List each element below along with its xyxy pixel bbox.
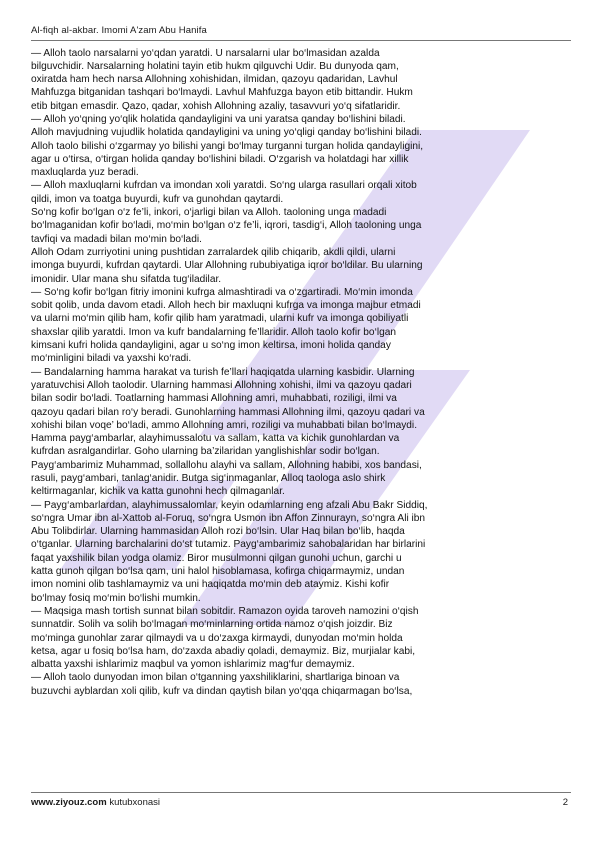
body-line: agar u o‘tirsa, o‘tirgan holida qanday bo‘lishini biladi. O‘zgarish va holatdagi har xillik — [31, 153, 409, 165]
footer-divider — [31, 792, 571, 793]
body-line: rasuli, payg‘ambari, tanlag‘anidir. Butga sig‘inmaganlar, Alloq taologa aslo shirk — [31, 473, 386, 484]
body-line: Hamma payg‘ambarlar, alayhimussalotu va sallam, katta va kichik gunohlardan va — [31, 433, 400, 445]
body-line: kufrdan asralgandirlar. Goho ularning ba’zilaridan yanglishishlar sodir bo‘lgan. — [31, 446, 380, 458]
body-line: mo‘minligini biladi va yaxshi ko‘radi. — [31, 353, 192, 365]
body-line: mo‘minga gunohlar zarar qilmaydi va u do‘zaxga kirmaydi, dunyodan mo‘min holda — [31, 632, 403, 644]
body-line: — Alloh taolo narsalarni yo‘qdan yaratdi. U narsalarni ular bo‘lmasidan azalda — [31, 47, 380, 59]
document-body — [31, 47, 571, 699]
body-line: tavfiqi va madadi bilan mo‘min bo‘ladi. — [31, 233, 202, 245]
body-line: — Bandalarning hamma harakat va turish fe’llari haqiqatda ularning kasbidir. Ularning — [31, 366, 415, 378]
body-line: etib bitgan emasdir. Qazo, qadar, xohish Allohning azaliy, tasavvuri yo‘q sifatlaridir. — [31, 100, 401, 112]
body-line: Abu Tolibdirlar. Ularning hammasidan Alloh rozi bo‘lsin. Ular Haq bilan bo‘lib, haqda — [31, 526, 405, 538]
footer-source — [31, 797, 571, 808]
running-header: Al-fiqh al-akbar. Imomi A'zam Abu Hanifa — [31, 25, 207, 36]
body-line: bilguvchidir. Narsalarning holatini tayin etib hukm qilguvchi Udir. Bu dunyoda qam, — [31, 60, 399, 72]
body-line: Alloh mavjudning vujudlik holatida qandayligini va uning yo‘qligi qanday bo‘lishini biladi. — [31, 127, 422, 139]
body-line: shaxslar qilib yaratdi. Imon va kufr bandalarning fe’llaridir. Alloh taolo kofir bo‘lgan — [31, 326, 397, 338]
body-line: — So‘ng kofir bo‘lgan fitriy imonini kufrga almashtiradi va o‘zgartiradi. Mo‘min imonda — [31, 286, 413, 298]
body-line: sunnatdir. Solih va solih bo‘lmagan mo‘minlarning ortida namoz o‘qish joizdir. Biz — [31, 619, 393, 631]
body-line: ketsa, agar u fosiq bo‘lsa ham, do‘zaxda abadiy qoladi, demaymiz. Biz, murjialar kabi, — [31, 645, 416, 657]
body-line: faqat yaxshilik bilan yodga olamiz. Biror musulmonni qilgan gunohi uchun, garchi u — [31, 552, 402, 564]
body-line: So‘ng kofir bo‘lgan o‘z fe’li, inkori, o‘jarligi bilan va Alloh. taoloning unga madadi — [31, 207, 387, 219]
body-line: buzuvchi ayblardan xoli qilib, kufr va dindan qaytish bilan yo‘qqa chiqarmagan bo‘lsa, — [31, 685, 413, 697]
footer-site-link[interactable]: www.ziyouz.com — [31, 797, 107, 808]
body-line: — Maqsiga mash tortish sunnat bilan sobitdir. Ramazon oyida taroveh namozini o‘qish — [31, 605, 419, 617]
body-line: bo‘lmaganidan kofir bo‘ladi, mo‘min bo‘lgan o‘z fe’li, iqrori, tasdig‘i, Alloh taoloning unga — [31, 220, 422, 232]
body-line: Payg‘ambarimiz Muhammad, sollallohu alayhi va sallam, Allohning habibi, xos bandasi, — [31, 459, 422, 471]
body-line: katta gunoh qilgan bo‘lsa qam, uni halol hisoblamasa, kofirga chiqarmaymiz, undan — [31, 566, 405, 578]
body-line: — Alloh maxluqlarni kufrdan va imondan xoli yaratdi. So‘ng ularga rasullari orqali xitob — [31, 180, 417, 192]
body-line: va ularni mo‘min qilib ham, kofir qilib ham yaratmadi, ularni kufr va imonga qobiliyatli — [31, 313, 409, 325]
body-line: imon nomini olib tashlamaymiz va uni haqiqatda mo‘min deb ataymiz. Kishi kofir — [31, 579, 390, 591]
body-line: oxiratda ham hech narsa Allohning xohishidan, ilmidan, qazoyu qadaridan, Lavhul — [31, 74, 398, 86]
body-line: qazoyu qadari bilan ro‘y beradi. Gunohlarning hammasi Allohning ilmi, qazoyu qadari va — [31, 406, 425, 418]
footer-site-label: kutubxonasi — [109, 797, 161, 808]
body-line: albatta yaxshi ishlarimiz maqbul va yomon ishlarimiz mag‘fur demaymiz. — [31, 659, 355, 671]
body-line: — Alloh yo‘qning yo‘qlik holatida qandayligini va uni yaratsa qanday bo‘lishini biladi. — [31, 113, 406, 125]
body-line: yaratuvchisi Alloh taolodir. Ularning hammasi Allohning xohishi, ilmi va qazoyu qadari — [31, 379, 412, 391]
body-line: Mahfuzga bitganidan tashqari bo‘lmaydi. Lavhul Mahfuzga bayon etib bittandir. Hukm — [31, 87, 413, 99]
body-line: — Alloh taolo dunyodan imon bilan o‘tganning yaxshiliklarini, shartlariga binoan va — [31, 672, 400, 684]
body-line: keltirmaganlar, kichik va katta gunohni hech qilmaganlar. — [31, 486, 285, 498]
page-number: 2 — [562, 797, 568, 808]
body-line: sobit qolib, unda davom etadi. Alloh hech bir maxluqni kufrga va imonga majbur etmadi — [31, 300, 421, 312]
body-line: xohishi bilan voqe’ bo‘ladi, ammo Allohning amri, roziligi va muhabbati bilan bo‘lmaydi. — [31, 419, 418, 431]
body-line: kimsani kufri holida qandayligini, agar u so‘ng imon keltirsa, imoni holida qanday — [31, 340, 391, 352]
body-line: bo‘lmay fosiq mo‘min bo‘lishi mumkin. — [31, 592, 201, 604]
body-line: o‘tganlar. Ularning barchalarini do‘st tutamiz. Payg‘ambarimiz sahobalaridan har birlarini — [31, 539, 426, 551]
body-line: imonga buyurdi, kufrdan qaytardi. Ular Allohning rububiyatiga iqror bo‘ldilar. Bu ularning — [31, 260, 423, 272]
body-line: qildi, imon va toatga buyurdi, kufr va gunohdan qaytardi. — [31, 193, 284, 205]
body-line: so‘ngra Umar ibn al-Xattob al-Foruq, so‘ngra Usmon ibn Affon Zinnurayn, so‘ngra Ali ibn — [31, 512, 426, 524]
header-divider — [31, 40, 571, 41]
body-line: — Payg‘ambarlardan, alayhimussalomlar, keyin odamlarning eng afzali Abu Bakr Siddiq, — [31, 499, 428, 511]
body-line: maxluqlarda yuz beradi. — [31, 167, 139, 179]
body-line: imonidir. Ular mana shu sifatda tug‘iladilar. — [31, 273, 222, 285]
body-line: Alloh Odam zurriyotini uning pushtidan zarralardek qilib chiqarib, akdli qildi, ularni — [31, 246, 396, 258]
body-line: Alloh taolo bilishi o‘zgarmay yo bilishi yangi bo‘lmay turganni turgan holida qandayligini, — [31, 140, 424, 152]
body-line: bilan sodir bo‘ladi. Toatlarning hammasi Allohning amri, muhabbati, roziligi, ilmi va — [31, 393, 397, 405]
